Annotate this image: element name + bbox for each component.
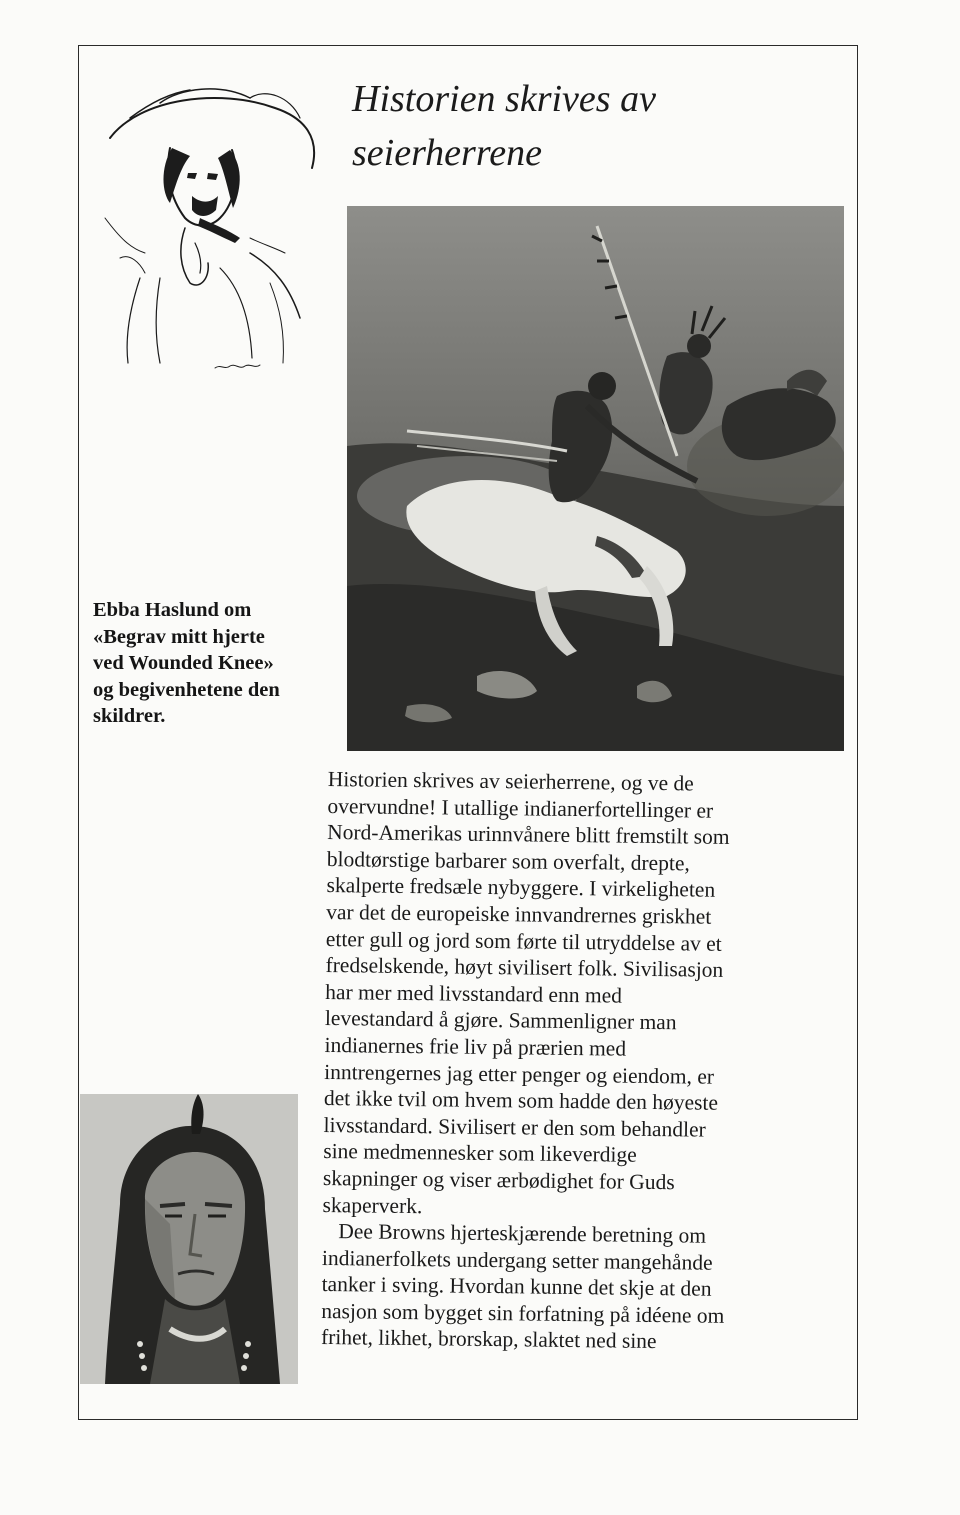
body-line: indianernes frie liv på prærien med xyxy=(324,1032,627,1061)
article-title-line-2: seierherrene xyxy=(352,132,542,174)
article-title-line-1: Historien skrives av xyxy=(352,78,656,120)
sketch-illustration xyxy=(100,78,330,378)
body-line: det ikke tvil om hvem som hadde den høyeste xyxy=(323,1086,719,1115)
body-line: skapninger og viser ærbødighet for Guds xyxy=(322,1165,675,1195)
body-line: levestandard å gjøre. Sammenligner man xyxy=(324,1006,677,1035)
caption-line: «Begrav mitt hjerte xyxy=(93,625,265,648)
photo-caption xyxy=(93,597,318,730)
body-line: Dee Browns hjerteskjærende beretning om xyxy=(338,1219,707,1248)
caption-line: Ebba Haslund om xyxy=(93,599,252,621)
article-body xyxy=(321,766,828,1357)
body-line: overvundne! I utallige indianerfortellinger er xyxy=(327,793,714,823)
body-line: livsstandard. Sivilisert er den som behandler xyxy=(323,1112,706,1142)
body-line: inntrengernes jag etter penger og eiendom, er xyxy=(324,1059,715,1089)
body-line: etter gull og jord som førte til utryddelse av et xyxy=(325,926,722,956)
body-line: fredselskende, høyt sivilisert folk. Sivilisasjon xyxy=(325,953,724,982)
article-title xyxy=(352,72,832,180)
body-line: skalperte fredsæle nybyggere. I virkeligheten xyxy=(326,873,716,903)
body-line: nasjon som bygget sin forfatning på idéene om xyxy=(321,1298,725,1328)
body-line: har mer med livsstandard enn med xyxy=(325,979,623,1008)
caption-line: ved Wounded Knee» xyxy=(93,652,274,674)
body-line: var det de europeiske innvandrernes griskhet xyxy=(326,899,712,929)
body-line: tanker i sving. Hvordan kunne det skje at den xyxy=(321,1272,712,1302)
painting-illustration xyxy=(347,206,844,751)
body-line: indianerfolkets undergang setter mangehånde xyxy=(321,1245,713,1275)
body-line: frihet, likhet, brorskap, slaktet ned sine xyxy=(320,1325,657,1354)
body-line: skaperverk. xyxy=(322,1192,423,1218)
body-line: sine medmennesker som likeverdige xyxy=(323,1139,637,1168)
body-line: blodtørstige barbarer som overfalt, drepte, xyxy=(326,846,690,876)
caption-line: og begivenhetene den xyxy=(93,678,280,701)
body-line: Nord-Amerikas urinnvånere blitt fremstilt som xyxy=(327,820,730,850)
caption-line: skildrer. xyxy=(93,705,166,727)
portrait-photo xyxy=(80,1094,298,1384)
body-line: Historien skrives av seierherrene, og ve de xyxy=(327,766,694,796)
